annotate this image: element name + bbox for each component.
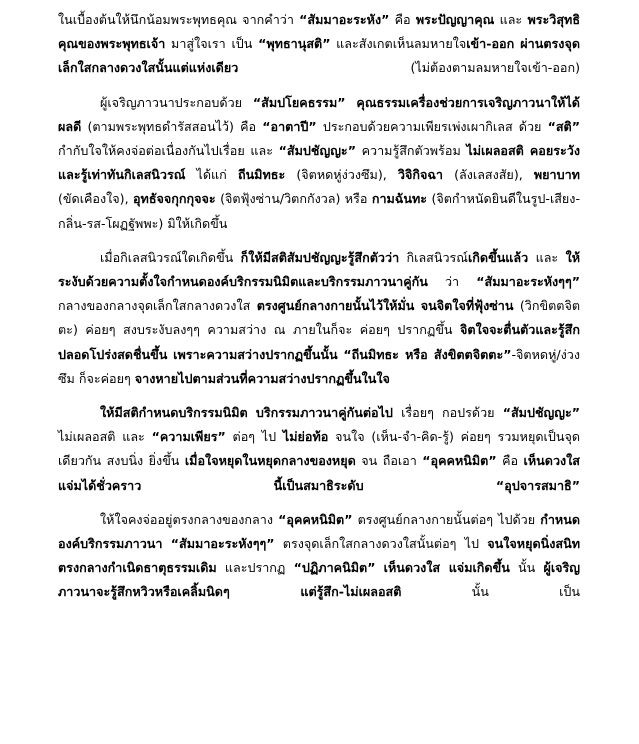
bold-text: ก็ให้มีสติสัมปชัญญะรู้สึกตัวว่า	[240, 249, 400, 265]
body-text: เรื่อยๆ กอปรด้วย	[392, 405, 503, 421]
body-text: ตรงศูนย์กลางกายนั้นต่อๆ ไปด้วย	[352, 511, 541, 527]
bold-text: “อุคคหนิมิต”	[278, 511, 353, 527]
body-text: นั้น	[509, 560, 544, 576]
body-text: (จิตหดหู่ง่วงซึม),	[285, 167, 398, 183]
body-text: (ลังเลสงสัย),	[442, 167, 534, 183]
bold-text: จนจิตใจที่ฟุ้งซ่าน	[420, 298, 514, 314]
body-text: และ	[494, 12, 528, 27]
paragraph-3	[58, 246, 580, 391]
body-text: ให้ใจคงจ่ออยู่ตรงกลางของกลาง	[100, 511, 279, 527]
bold-text: “สัมมาอะระหัง”	[299, 12, 390, 27]
bold-text: เพราะความสว่างปรากฏขึ้นนั้น	[173, 346, 338, 362]
bold-text: “อาตาปี”	[262, 118, 317, 134]
body-text: คือ	[496, 453, 524, 469]
bold-text: ไม่ย่อท้อ	[282, 429, 329, 445]
body-text: (ขัดเคืองใจ),	[58, 191, 133, 207]
body-text: กิเลสนิวรณ์	[399, 249, 468, 265]
bold-text: ผู้เจริญภาวนาจะรู้สึกหวิวหรือเคลิ้มนิดๆ แต่รู้สึก-ไม่เผลอสติ	[58, 560, 580, 600]
body-text: คือ	[389, 12, 416, 27]
bold-text: จนใจหยุดนิ่งสนิทตรงกลางกำเนิดธาตุธรรมเดิม	[58, 536, 580, 576]
body-text: กลางของกลางจุดเล็กใสกลางดวงใส	[58, 298, 257, 314]
paragraph-5	[58, 508, 580, 605]
body-text: (ตามพระพุทธดำรัสสอนไว้) คือ	[81, 118, 263, 134]
body-text: ไม่เผลอสติ และ	[58, 429, 152, 445]
body-text: -จิตหดหู่/ง่วงซึม ก็จะค่อยๆ	[58, 346, 580, 386]
bold-text: พระปัญญาคุณ	[415, 12, 495, 27]
bold-text: กำหนดองค์บริกรรมภาวนา	[58, 511, 581, 552]
body-text: (ไม่ต้องตามลมหายใจเข้า-ออก)	[238, 60, 580, 76]
body-text: (วิกขิตตจิตตะ) ค่อยๆ สงบระงับลงๆๆ ความสว่าง ณ ภายในก็จะ ค่อยๆ ปรากฏขึ้น	[58, 298, 580, 338]
body-text: ในเบื้องต้นให้นึกน้อมพระพุทธคุณ จากคำว่า	[58, 12, 300, 27]
body-text: จน ถือเอา	[355, 453, 423, 469]
body-text: กำกับใจให้คงจ่อต่อเนื่องกันไปเรื่อย และ	[58, 143, 279, 159]
bold-text: “พุทธานุสติ”	[258, 36, 331, 52]
body-text: นั้น เป็น	[401, 584, 580, 600]
body-text: จนใจ (เห็น-จำ-คิด-รู้) ค่อยๆ รวมหยุดเป็นจุดเดียวกัน สงบนิ่ง ยิ่งขึ้น	[58, 429, 580, 469]
body-text: ผู้เจริญภาวนาประกอบด้วย	[100, 94, 253, 110]
body-text: ได้แก่	[185, 167, 238, 183]
bold-text: บริกรรมภาวนาคู่กันต่อไป	[255, 405, 393, 421]
bold-text: ให้ระงับด้วยความตั้งใจกำหนดองค์บริกรรมนิมิตและบริกรรมภาวนาคู่กัน	[58, 249, 581, 290]
body-text: ว่า	[427, 274, 477, 290]
bold-text: “สัมมาอะระหังๆๆ”	[476, 274, 580, 290]
body-text: ต่อๆ ไป	[225, 429, 283, 445]
body-text: (จิตฟุ้งซ่าน/วิตกกังวล) หรือ	[215, 191, 372, 207]
body-text	[346, 95, 357, 110]
paragraph-1	[58, 8, 580, 81]
paragraph-2	[58, 91, 580, 236]
body-text: มาสู่ใจเรา เป็น	[165, 36, 259, 52]
body-text: และ	[528, 249, 566, 265]
bold-text: ไม่เผลอสติ คอยระวังและรู้เท่าทันกิเลสนิวรณ์	[58, 143, 581, 183]
body-text: (จิตกำหนัดยินดีในรูป-เสียง-กลิ่น-รส-โผฏฐัพพะ) มิให้เกิดขึ้น	[58, 191, 581, 231]
bold-text: พระวิสุทธิคุณของพระพุทธเจ้า	[58, 12, 581, 52]
bold-text: ตรงศูนย์กลางกายนั้นไว้ให้มั่น	[256, 298, 415, 314]
bold-text: เกิดขึ้นแล้ว	[467, 249, 529, 265]
bold-text: ถีนมิทธะ	[237, 167, 286, 183]
body-text: ความรู้สึกตัวพร้อม	[355, 143, 467, 159]
bold-text: “สัมมาอะระหังๆๆ”	[170, 536, 275, 552]
bold-text: “สัมปชัญญะ”	[502, 405, 580, 421]
bold-text: เข้า-ออก ผ่านตรงจุดเล็กใสกลางดวงใสนั้นแต่แห่งเดียว	[58, 36, 580, 76]
bold-text: “อุปจารสมาธิ”	[495, 477, 580, 493]
bold-text: นี้เป็นสมาธิระดับ	[273, 477, 364, 493]
body-text: ตรงจุดเล็กใสกลางดวงใสนั้นต่อๆ ไป	[274, 536, 488, 552]
bold-text: “อุคคหนิมิต”	[422, 453, 497, 469]
bold-text: อุทธัจจกุกกุจจะ	[132, 191, 216, 207]
bold-text: “สติ”	[547, 118, 581, 134]
bold-text: คุณธรรมเครื่องช่วยการเจริญภาวนาให้ได้ผลดี	[58, 94, 580, 134]
bold-text: “ความเพียร”	[151, 429, 226, 445]
body-text: และปรากฏ	[216, 560, 294, 576]
document-page	[58, 8, 580, 615]
bold-text: “สัมปโยคธรรม”	[252, 94, 346, 110]
body-text	[162, 536, 170, 551]
bold-text: เมื่อใจหยุดในหยุดกลางของหยุด	[184, 453, 356, 469]
body-text: เมื่อกิเลสนิวรณ์ใดเกิดขึ้น	[100, 249, 241, 265]
bold-text: จางหายไปตามส่วนที่ความสว่างปรากฏขึ้นในใจ	[134, 370, 390, 386]
body-text	[141, 478, 273, 493]
bold-text: “สัมปชัญญะ”	[278, 143, 356, 159]
bold-text: “ปฏิภาคนิมิต”	[293, 560, 376, 576]
bold-text: พยาบาท	[533, 167, 580, 183]
body-text	[248, 405, 256, 420]
body-text: และสังเกตเห็นลมหายใจ	[330, 36, 467, 52]
body-text	[375, 560, 383, 575]
bold-text: จิตใจจะตื่นตัวและรู้สึกปลอดโปร่งสดชื่นขึ้น	[58, 322, 580, 362]
body-text	[364, 478, 496, 493]
paragraph-4	[58, 401, 580, 498]
bold-text: ให้มีสติกำหนดบริกรรมนิมิต	[100, 405, 248, 421]
bold-text: “ถีนมิทธะ หรือ สังขิตตจิตตะ”	[343, 346, 512, 362]
bold-text: วิจิกิจฉา	[397, 167, 443, 183]
bold-text: เห็นดวงใส แจ่มเกิดขึ้น	[383, 560, 510, 576]
bold-text: กามฉันทะ	[371, 191, 428, 207]
bold-text: เห็นดวงใสแจ่มได้ชั่วคราว	[58, 453, 580, 493]
body-text: ประกอบด้วยความเพียรเพ่งเผากิเลส ด้วย	[316, 118, 548, 134]
